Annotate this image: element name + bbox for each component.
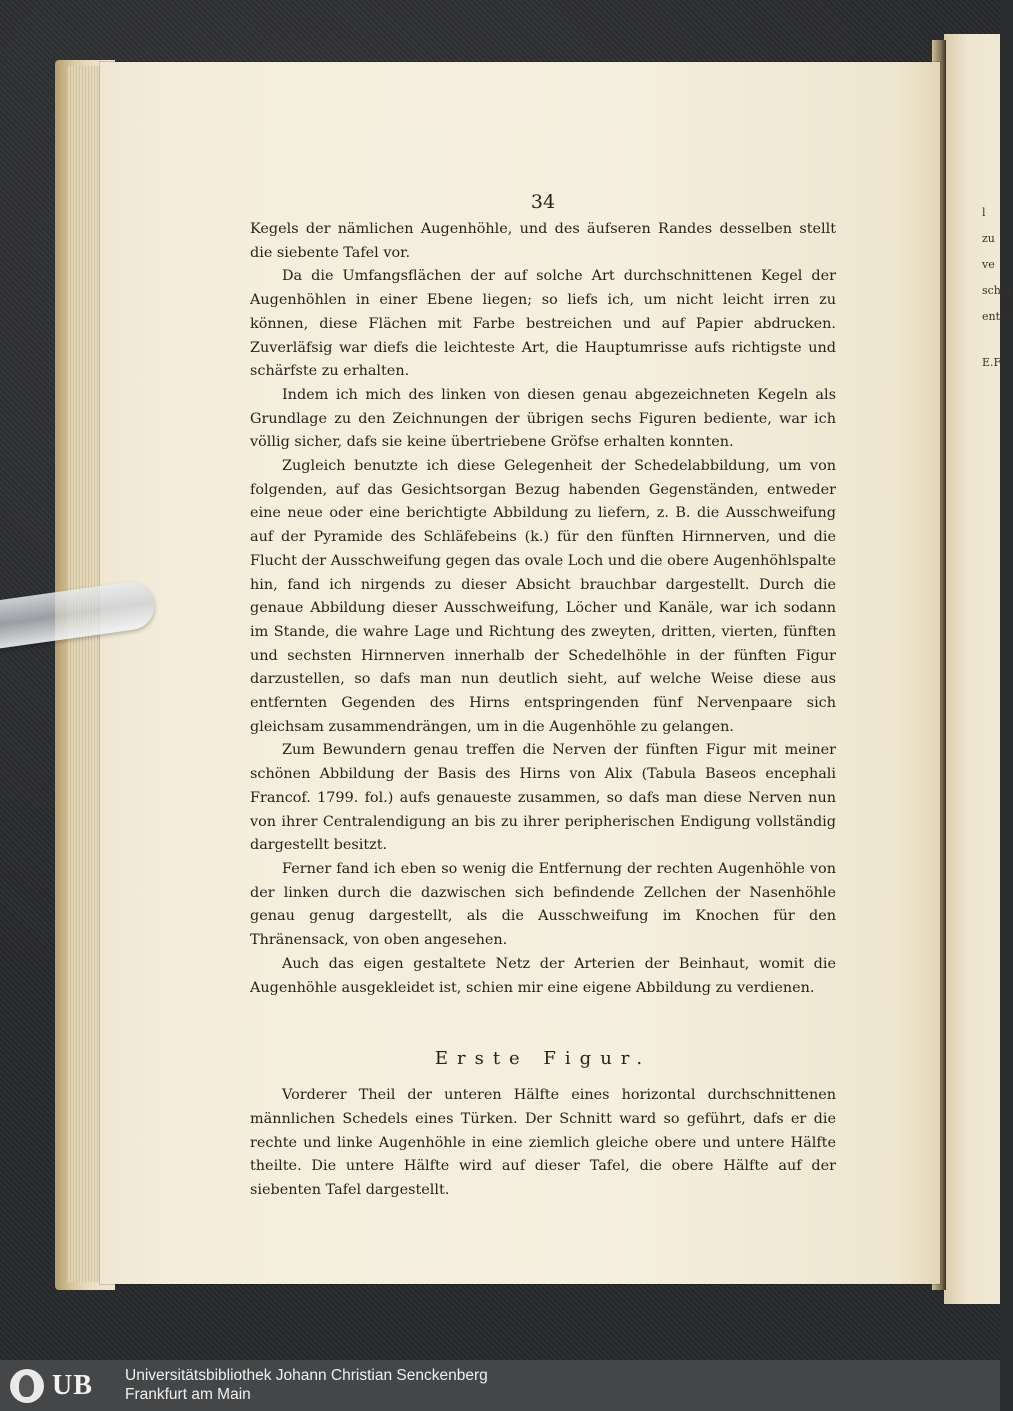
- portrait-seal-icon: [10, 1369, 44, 1403]
- page-text: [250, 190, 836, 1203]
- paragraph: Zugleich benutzte ich diese Gelegenheit der Schedelabbildung, um von folgenden, auf das Gesichtsorgan Bezug habenden Gegenständen, entweder eine neue oder eine berichtigte Abbildung zu liefern, z. B. die Ausschweifung auf der Pyramide des Schläfebeins (k.) für den fünften Hirnnerven, und die Flucht der Ausschweifung gegen das ovale Loch und die obere Augenhöhlspalte hin, fand ich nirgends zu dieser Absicht brauchbar dargestellt. Durch die genaue Abbildung dieser Ausschweifung, Löcher und Kanäle, war ich sodann im Stande, die wahre Lage und Richtung des zweyten, dritten, vierten, fünften und sechsten Hirnnerven innerhalb der Schedelhöhle in der fünften Figur darzustellen, so dafs man nun deutlich sieht, auf welche Weise diese aus entfernten Gegenden des Hirns entspringenden fünf Nervenpaare sich gleichsam zusammendrängen, um in die Augenhöhle zu gelangen.: [250, 458, 836, 735]
- paragraph: Da die Umfangsflächen der auf solche Art durchschnittenen Kegel der Augenhöhlen in einer Ebene liegen; so liefs ich, um nicht leicht irren zu können, diese Flächen mit Farbe bestreichen und auf Papier abdrucken. Zuverläfsig war diefs die leichteste Art, die Hauptumrisse aufs richtigste und schärfste zu erhalten.: [250, 268, 836, 380]
- paragraph: Zum Bewundern genau treffen die Nerven der fünften Figur mit meiner schönen Abbildung der Basis des Hirns von Alix (Tabula Baseos encephali Francof. 1799. fol.) aufs genaueste zusammen, so dafs man diese Nerven nun von ihrer Centralendigung an bis zu ihrer peripherischen Endigung vollständig dargestellt besitzt.: [250, 742, 836, 854]
- library-name-line2: Frankfurt am Main: [125, 1386, 251, 1403]
- paragraph: Auch das eigen gestaltete Netz der Arterien der Beinhaut, womit die Augenhöhle ausgekleidet ist, schien mir eine eigene Abbildung zu verdienen.: [250, 955, 836, 996]
- library-footer: [0, 1360, 1000, 1411]
- library-name: [125, 1366, 488, 1404]
- facing-page-snippet: schei: [982, 284, 1011, 297]
- library-name-line1: Universitätsbibliothek Johann Christian Senckenberg: [125, 1367, 488, 1384]
- library-logo[interactable]: [10, 1367, 118, 1405]
- facing-page-snippet: zu ve: [982, 232, 995, 271]
- page-number: 34: [530, 191, 556, 213]
- facing-page-snippet: entsp: [982, 310, 1013, 323]
- logo-letters: UB: [52, 1370, 93, 1401]
- section-heading: Erste Figur.: [434, 1048, 652, 1070]
- paragraph: Kegels der nämlichen Augenhöhle, und des äufseren Randes desselben stellt die siebente Tafel vor.: [250, 221, 836, 261]
- paragraph: Ferner fand ich eben so wenig die Entfernung der rechten Augenhöhle von der linken durch die dazwischen sich befindende Zellchen der Nasenhöhle genau genug dargestellt, als die Ausschweifung im Knochen für den Thränensack, von oben angesehen.: [250, 860, 836, 949]
- facing-page-snippet: E.F: [982, 356, 1002, 369]
- facing-page-snippet: l: [982, 206, 986, 219]
- paragraph: Vorderer Theil der unteren Hälfte eines horizontal durchschnittenen männlichen Schedels eines Türken. Der Schnitt ward so geführt, dafs er die rechte und linke Augenhöhle in eine ziemlich gleiche obere und untere Hälfte theilte. Die untere Hälfte wird auf dieser Tafel, die obere Hälfte auf der siebenten Tafel dargestellt.: [250, 1087, 836, 1199]
- facing-page-text: [982, 200, 1013, 376]
- paragraph: Indem ich mich des linken von diesen genau abgezeichneten Kegeln als Grundlage zu den Zeichnungen der übrigen sechs Figuren bediente, war ich völlig sicher, dafs sie keine übertriebene Gröfse erhalten konnten.: [250, 386, 836, 451]
